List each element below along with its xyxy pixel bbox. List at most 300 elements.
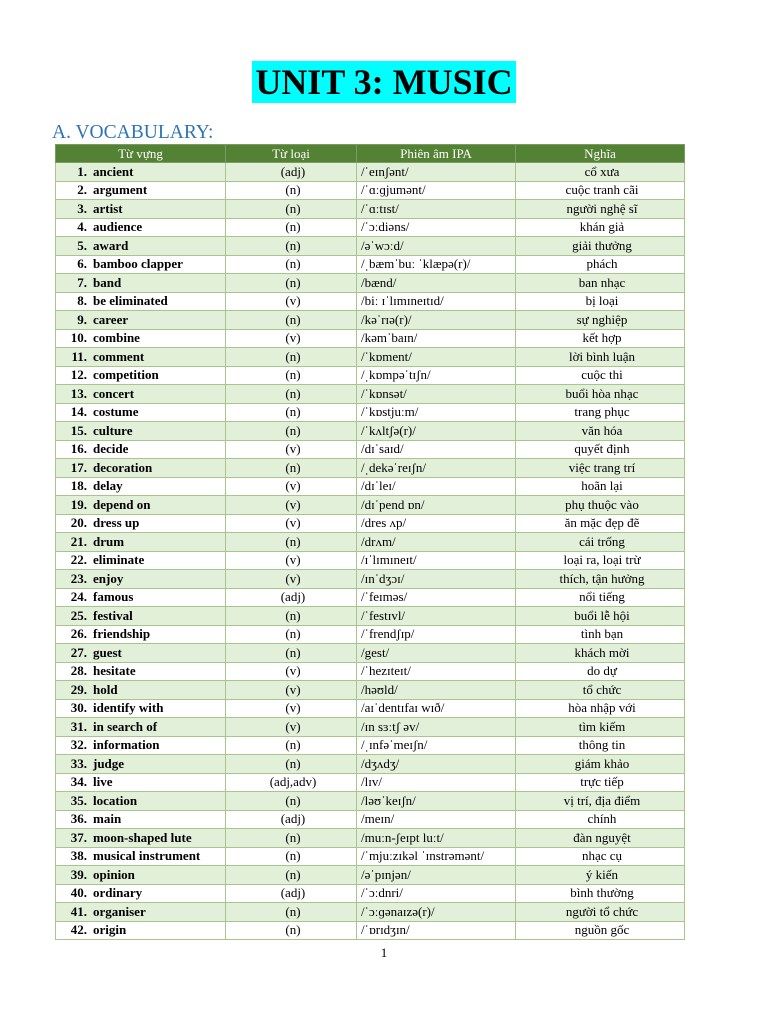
cell-word-type: (n)	[226, 903, 357, 922]
row-number: 33.	[70, 755, 87, 771]
table-row	[56, 662, 685, 681]
cell-meaning: người tổ chức	[516, 903, 685, 922]
row-number: 9.	[77, 311, 87, 327]
row-number: 10.	[70, 330, 87, 346]
table-row	[56, 681, 685, 700]
cell-meaning: giải thưởng	[516, 237, 685, 256]
cell-meaning: hoãn lại	[516, 477, 685, 496]
cell-meaning: trực tiếp	[516, 773, 685, 792]
cell-ipa: /ˌdekəˈreɪʃn/	[357, 459, 516, 478]
word-text: organiser	[93, 903, 146, 919]
cell-meaning: thích, tận hưởng	[516, 570, 685, 589]
cell-meaning: tìm kiếm	[516, 718, 685, 737]
row-number: 2.	[77, 182, 87, 198]
word-text: guest	[93, 644, 122, 660]
row-number: 3.	[77, 200, 87, 216]
table-row	[56, 755, 685, 774]
cell-word	[56, 329, 226, 348]
cell-word-type: (v)	[226, 440, 357, 459]
cell-word	[56, 237, 226, 256]
row-number: 20.	[70, 515, 87, 531]
cell-word-type: (n)	[226, 200, 357, 219]
cell-ipa: /dɪˈsaɪd/	[357, 440, 516, 459]
cell-word	[56, 477, 226, 496]
row-number: 11.	[71, 348, 87, 364]
table-row	[56, 163, 685, 182]
cell-word	[56, 459, 226, 478]
cell-word	[56, 292, 226, 311]
cell-word-type: (v)	[226, 329, 357, 348]
cell-ipa: /ˈɔːdnri/	[357, 884, 516, 903]
cell-meaning: khán giả	[516, 218, 685, 237]
cell-word-type: (adj,adv)	[226, 773, 357, 792]
cell-meaning: bị loại	[516, 292, 685, 311]
row-number: 25.	[70, 607, 87, 623]
cell-meaning: khách mời	[516, 644, 685, 663]
cell-word-type: (v)	[226, 662, 357, 681]
row-number: 24.	[70, 589, 87, 605]
cell-word	[56, 884, 226, 903]
cell-meaning: hòa nhập với	[516, 699, 685, 718]
cell-meaning: nổi tiếng	[516, 588, 685, 607]
cell-word	[56, 348, 226, 367]
cell-word	[56, 274, 226, 293]
cell-ipa: /ˈeɪnʃənt/	[357, 163, 516, 182]
cell-word-type: (n)	[226, 366, 357, 385]
cell-meaning: do dự	[516, 662, 685, 681]
cell-word	[56, 403, 226, 422]
row-number: 16.	[70, 441, 87, 457]
row-number: 17.	[70, 459, 87, 475]
table-row	[56, 866, 685, 885]
word-text: comment	[93, 348, 145, 364]
header-word: Từ vựng	[56, 145, 226, 163]
word-text: location	[93, 792, 138, 808]
cell-ipa: /ˈɔːdiəns/	[357, 218, 516, 237]
section-heading: A. VOCABULARY:	[52, 122, 214, 143]
table-row	[56, 699, 685, 718]
cell-word-type: (n)	[226, 736, 357, 755]
word-text: band	[93, 274, 122, 290]
header-meaning: Nghĩa	[516, 145, 685, 163]
cell-word	[56, 903, 226, 922]
table-row	[56, 440, 685, 459]
word-text: concert	[93, 385, 135, 401]
cell-word-type: (v)	[226, 718, 357, 737]
cell-ipa: /dɪˈpend ɒn/	[357, 496, 516, 515]
cell-ipa: /biː ɪˈlɪmɪneɪtɪd/	[357, 292, 516, 311]
table-row	[56, 459, 685, 478]
cell-word	[56, 311, 226, 330]
cell-ipa: /aɪˈdentɪfaɪ wɪð/	[357, 699, 516, 718]
cell-ipa: /ˈɔːɡənaɪzə(r)/	[357, 903, 516, 922]
cell-ipa: /ɪnˈdʒɔɪ/	[357, 570, 516, 589]
cell-ipa: /ˌbæmˈbuː ˈklæpə(r)/	[357, 255, 516, 274]
word-text: eliminate	[93, 552, 145, 568]
cell-ipa: /ˈkɒstjuːm/	[357, 403, 516, 422]
word-text: ordinary	[93, 885, 143, 901]
header-word-type: Từ loại	[226, 145, 357, 163]
cell-meaning: chính	[516, 810, 685, 829]
word-text: career	[93, 311, 129, 327]
word-text: information	[93, 737, 160, 753]
table-row	[56, 274, 685, 293]
cell-ipa: /əˈpɪnjən/	[357, 866, 516, 885]
table-row	[56, 403, 685, 422]
cell-word-type: (n)	[226, 847, 357, 866]
cell-meaning: ăn mặc đẹp đẽ	[516, 514, 685, 533]
row-number: 37.	[70, 829, 87, 845]
cell-meaning: cổ xưa	[516, 163, 685, 182]
row-number: 26.	[70, 626, 87, 642]
word-text: drum	[93, 533, 125, 549]
cell-meaning: đàn nguyệt	[516, 829, 685, 848]
cell-meaning: tình bạn	[516, 625, 685, 644]
cell-ipa: /ˈkɒment/	[357, 348, 516, 367]
cell-meaning: cuộc tranh cãi	[516, 181, 685, 200]
row-number: 41.	[70, 903, 87, 919]
table-row	[56, 422, 685, 441]
cell-word	[56, 440, 226, 459]
table-row	[56, 773, 685, 792]
cell-meaning: cuộc thi	[516, 366, 685, 385]
table-row	[56, 200, 685, 219]
row-number: 30.	[70, 700, 87, 716]
word-text: culture	[93, 422, 133, 438]
cell-word-type: (n)	[226, 348, 357, 367]
cell-ipa: /kəmˈbaɪn/	[357, 329, 516, 348]
row-number: 40.	[70, 885, 87, 901]
cell-word-type: (n)	[226, 792, 357, 811]
cell-meaning: bình thường	[516, 884, 685, 903]
table-row	[56, 348, 685, 367]
row-number: 28.	[70, 663, 87, 679]
cell-ipa: /gest/	[357, 644, 516, 663]
row-number: 29.	[70, 681, 87, 697]
table-row	[56, 625, 685, 644]
cell-word	[56, 514, 226, 533]
word-text: argument	[93, 182, 148, 198]
row-number: 34.	[70, 774, 87, 790]
cell-meaning: trang phục	[516, 403, 685, 422]
table-row	[56, 366, 685, 385]
cell-ipa: /dres ʌp/	[357, 514, 516, 533]
word-text: decide	[93, 441, 129, 457]
table-row	[56, 921, 685, 940]
vocabulary-table	[55, 144, 685, 940]
cell-meaning: thông tin	[516, 736, 685, 755]
row-number: 32.	[70, 737, 87, 753]
row-number: 39.	[70, 866, 87, 882]
page-title: UNIT 3: MUSIC	[252, 61, 515, 103]
cell-word	[56, 163, 226, 182]
page-number: 1	[380, 945, 388, 960]
cell-meaning: buổi lễ hội	[516, 607, 685, 626]
cell-ipa: /ˈkɒnsət/	[357, 385, 516, 404]
cell-word-type: (adj)	[226, 884, 357, 903]
cell-word	[56, 607, 226, 626]
cell-meaning: nhạc cụ	[516, 847, 685, 866]
cell-word-type: (n)	[226, 403, 357, 422]
row-number: 5.	[77, 237, 87, 253]
cell-word	[56, 866, 226, 885]
cell-meaning: buổi hòa nhạc	[516, 385, 685, 404]
word-text: identify with	[93, 700, 164, 716]
table-row	[56, 533, 685, 552]
cell-word	[56, 644, 226, 663]
cell-word-type: (n)	[226, 625, 357, 644]
cell-word	[56, 681, 226, 700]
row-number: 18.	[70, 478, 87, 494]
cell-meaning: văn hóa	[516, 422, 685, 441]
word-text: award	[93, 237, 129, 253]
cell-ipa: /ˈhezɪteɪt/	[357, 662, 516, 681]
cell-meaning: tổ chức	[516, 681, 685, 700]
cell-word	[56, 588, 226, 607]
table-row	[56, 588, 685, 607]
cell-ipa: /lɪv/	[357, 773, 516, 792]
table-row	[56, 718, 685, 737]
cell-ipa: /ˈkʌltʃə(r)/	[357, 422, 516, 441]
cell-ipa: /ˈfestɪvl/	[357, 607, 516, 626]
table-row	[56, 496, 685, 515]
row-number: 14.	[70, 404, 87, 420]
word-text: artist	[93, 200, 123, 216]
cell-word	[56, 181, 226, 200]
cell-meaning: ý kiến	[516, 866, 685, 885]
cell-word-type: (n)	[226, 274, 357, 293]
row-number: 38.	[70, 848, 87, 864]
cell-ipa: /ləʊˈkeɪʃn/	[357, 792, 516, 811]
row-number: 15.	[70, 422, 87, 438]
cell-ipa: /həʊld/	[357, 681, 516, 700]
cell-word	[56, 385, 226, 404]
table-row	[56, 829, 685, 848]
row-number: 35.	[70, 792, 87, 808]
table-body	[56, 163, 685, 940]
word-text: live	[93, 774, 113, 790]
cell-word-type: (n)	[226, 644, 357, 663]
table-row	[56, 570, 685, 589]
cell-word-type: (n)	[226, 218, 357, 237]
cell-meaning: vị trí, địa điểm	[516, 792, 685, 811]
table-header-row	[56, 145, 685, 163]
cell-ipa: /dɪˈleɪ/	[357, 477, 516, 496]
cell-word-type: (v)	[226, 681, 357, 700]
cell-meaning: sự nghiệp	[516, 311, 685, 330]
word-text: friendship	[93, 626, 151, 642]
word-text: depend on	[93, 496, 151, 512]
cell-ipa: /dʒʌdʒ/	[357, 755, 516, 774]
cell-word-type: (n)	[226, 866, 357, 885]
table-row	[56, 792, 685, 811]
cell-meaning: quyết định	[516, 440, 685, 459]
cell-meaning: loại ra, loại trừ	[516, 551, 685, 570]
cell-ipa: /ˈɒrɪdʒɪn/	[357, 921, 516, 940]
cell-meaning: giám khảo	[516, 755, 685, 774]
word-text: dress up	[93, 515, 140, 531]
table-row	[56, 255, 685, 274]
cell-word	[56, 533, 226, 552]
cell-word-type: (n)	[226, 607, 357, 626]
cell-ipa: /ˌɪnfəˈmeɪʃn/	[357, 736, 516, 755]
cell-ipa: /drʌm/	[357, 533, 516, 552]
cell-word-type: (n)	[226, 921, 357, 940]
table-row	[56, 736, 685, 755]
cell-word-type: (v)	[226, 551, 357, 570]
title-container	[0, 61, 768, 103]
cell-ipa: /ɪn sɜːtʃ əv/	[357, 718, 516, 737]
cell-word	[56, 736, 226, 755]
table-row	[56, 218, 685, 237]
row-number: 4.	[77, 219, 87, 235]
cell-word-type: (v)	[226, 477, 357, 496]
cell-word-type: (n)	[226, 829, 357, 848]
cell-word	[56, 496, 226, 515]
table-row	[56, 810, 685, 829]
word-text: in search of	[93, 718, 158, 734]
cell-word	[56, 218, 226, 237]
word-text: famous	[93, 589, 134, 605]
cell-ipa: /əˈwɔːd/	[357, 237, 516, 256]
cell-word	[56, 200, 226, 219]
cell-word-type: (adj)	[226, 163, 357, 182]
word-text: festival	[93, 607, 133, 623]
cell-word	[56, 773, 226, 792]
cell-meaning: ban nhạc	[516, 274, 685, 293]
cell-word-type: (n)	[226, 181, 357, 200]
word-text: main	[93, 811, 122, 827]
row-number: 12.	[70, 367, 87, 383]
cell-word-type: (n)	[226, 311, 357, 330]
row-number: 13.	[70, 385, 87, 401]
word-text: audience	[93, 219, 143, 235]
word-text: hold	[93, 681, 118, 697]
cell-word	[56, 699, 226, 718]
word-text: be eliminated	[93, 293, 168, 309]
row-number: 6.	[77, 256, 87, 272]
row-number: 1.	[77, 163, 87, 179]
word-text: enjoy	[93, 570, 124, 586]
cell-meaning: lời bình luận	[516, 348, 685, 367]
cell-word	[56, 921, 226, 940]
cell-word-type: (n)	[226, 385, 357, 404]
cell-ipa: /ˈɑːɡjumənt/	[357, 181, 516, 200]
cell-ipa: /ˌkɒmpəˈtɪʃn/	[357, 366, 516, 385]
cell-word-type: (v)	[226, 699, 357, 718]
cell-word	[56, 662, 226, 681]
cell-ipa: /muːn-ʃeɪpt luːt/	[357, 829, 516, 848]
word-text: opinion	[93, 866, 135, 882]
cell-word-type: (n)	[226, 237, 357, 256]
table-row	[56, 237, 685, 256]
table-row	[56, 181, 685, 200]
cell-word-type: (v)	[226, 514, 357, 533]
table-row	[56, 903, 685, 922]
row-number: 42.	[70, 922, 87, 938]
cell-ipa: /meɪn/	[357, 810, 516, 829]
cell-word-type: (v)	[226, 292, 357, 311]
row-number: 19.	[70, 496, 87, 512]
cell-ipa: /kəˈrɪə(r)/	[357, 311, 516, 330]
cell-word	[56, 422, 226, 441]
cell-ipa: /ˈfrendʃɪp/	[357, 625, 516, 644]
word-text: origin	[93, 922, 127, 938]
row-number: 31.	[70, 718, 87, 734]
row-number: 7.	[77, 274, 87, 290]
cell-meaning: người nghệ sĩ	[516, 200, 685, 219]
cell-word	[56, 551, 226, 570]
cell-word	[56, 829, 226, 848]
word-text: decoration	[93, 459, 153, 475]
cell-word	[56, 366, 226, 385]
table-row	[56, 551, 685, 570]
cell-word	[56, 755, 226, 774]
row-number: 36.	[70, 811, 87, 827]
cell-ipa: /ˈɑːtɪst/	[357, 200, 516, 219]
cell-word-type: (v)	[226, 570, 357, 589]
word-text: moon-shaped lute	[93, 829, 192, 845]
cell-meaning: phách	[516, 255, 685, 274]
cell-word	[56, 570, 226, 589]
word-text: musical instrument	[93, 848, 201, 864]
table-row	[56, 607, 685, 626]
cell-meaning: nguồn gốc	[516, 921, 685, 940]
table-row	[56, 644, 685, 663]
table-row	[56, 292, 685, 311]
cell-word	[56, 847, 226, 866]
row-number: 8.	[77, 293, 87, 309]
cell-ipa: /ɪˈlɪmɪneɪt/	[357, 551, 516, 570]
cell-word-type: (n)	[226, 533, 357, 552]
word-text: combine	[93, 330, 140, 346]
header-ipa: Phiên âm IPA	[357, 145, 516, 163]
cell-meaning: kết hợp	[516, 329, 685, 348]
cell-word-type: (n)	[226, 459, 357, 478]
word-text: judge	[93, 755, 125, 771]
cell-ipa: /ˈmjuːzɪkəl ˈɪnstrəmənt/	[357, 847, 516, 866]
cell-word-type: (n)	[226, 255, 357, 274]
cell-word-type: (adj)	[226, 810, 357, 829]
row-number: 22.	[70, 552, 87, 568]
cell-word	[56, 718, 226, 737]
word-text: costume	[93, 404, 139, 420]
word-text: hesitate	[93, 663, 136, 679]
cell-meaning: việc trang trí	[516, 459, 685, 478]
table-row	[56, 311, 685, 330]
cell-ipa: /ˈfeɪməs/	[357, 588, 516, 607]
cell-word-type: (n)	[226, 422, 357, 441]
row-number: 23.	[70, 570, 87, 586]
table-row	[56, 329, 685, 348]
cell-word-type: (n)	[226, 755, 357, 774]
table-row	[56, 514, 685, 533]
table-row	[56, 385, 685, 404]
cell-word-type: (v)	[226, 496, 357, 515]
word-text: bamboo clapper	[93, 256, 183, 272]
cell-word	[56, 255, 226, 274]
cell-word	[56, 810, 226, 829]
table-row	[56, 477, 685, 496]
word-text: competition	[93, 367, 159, 383]
cell-meaning: phụ thuộc vào	[516, 496, 685, 515]
cell-word-type: (adj)	[226, 588, 357, 607]
cell-ipa: /bænd/	[357, 274, 516, 293]
word-text: ancient	[93, 163, 134, 179]
row-number: 27.	[70, 644, 87, 660]
word-text: delay	[93, 478, 123, 494]
cell-word	[56, 792, 226, 811]
